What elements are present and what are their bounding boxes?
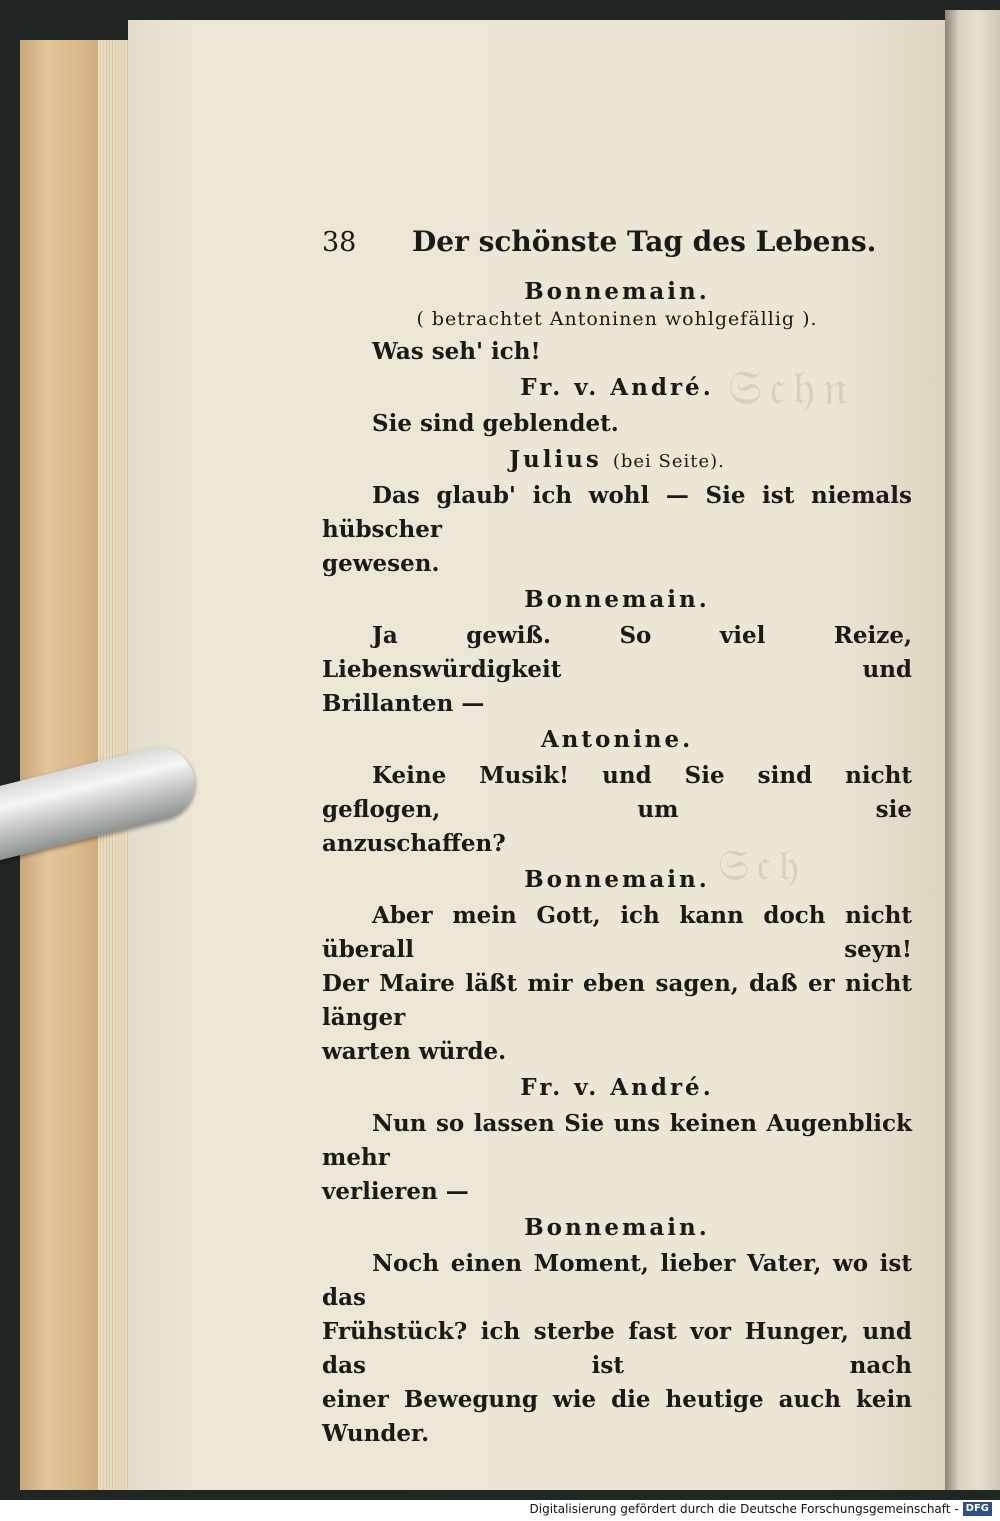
text-block	[322, 225, 912, 1451]
dialogue-line: Nun so lassen Sie uns keinen Augenblick mehr	[322, 1110, 912, 1171]
speaker-label: Fr. v. André.	[520, 374, 714, 401]
dialogue-line: warten würde.	[322, 1038, 507, 1065]
stage-aside: (bei Seite).	[612, 451, 725, 472]
credit-text: Digitalisierung gefördert durch die Deutsche Forschungsgemeinschaft -	[529, 1502, 959, 1516]
dialogue-line: verlieren —	[322, 1178, 469, 1205]
speaker-label: Julius	[509, 446, 602, 473]
dfg-logo: DFG	[963, 1502, 992, 1516]
running-header	[322, 225, 912, 273]
speaker-name	[322, 1209, 912, 1247]
show-through-bleed: 𝔖𝔠𝔥𝔫	[728, 360, 855, 416]
dialogue-line: Brillanten —	[322, 690, 485, 717]
speaker-label: Antonine.	[540, 726, 694, 753]
speaker-name	[322, 1069, 912, 1107]
running-title: Der schönste Tag des Lebens.	[412, 225, 877, 258]
dialogue-line: gewesen.	[322, 550, 440, 577]
digitization-credit	[530, 1501, 993, 1517]
dialogue-line: Noch einen Moment, lieber Vater, wo ist das	[322, 1250, 912, 1311]
dialogue-line: Frühstück? ich sterbe fast vor Hunger, und das ist nach	[322, 1318, 912, 1379]
speaker-name	[322, 861, 912, 899]
page-number: 38	[322, 227, 357, 258]
speaker-label: Bonnemain.	[524, 278, 710, 305]
dialogue-line: anzuschaffen?	[322, 830, 506, 857]
speaker-label: Fr. v. André.	[520, 1074, 714, 1101]
dialogue-line: Keine Musik! und Sie sind nicht geflogen, um sie	[322, 762, 912, 823]
dialogue-line: Was seh' ich!	[372, 338, 541, 365]
dialogue-line: Der Maire läßt mir eben sagen, daß er nicht länger	[322, 970, 912, 1031]
speaker-name	[322, 581, 912, 619]
speaker-label: Bonnemain.	[524, 586, 710, 613]
speaker-label: Bonnemain.	[524, 866, 710, 893]
dialogue-line: Ja gewiß. So viel Reize, Liebenswürdigkeit und	[322, 622, 912, 683]
dialogue-line: Das glaub' ich wohl — Sie ist niemals hübscher	[322, 482, 912, 543]
speaker-label: Bonnemain.	[524, 1214, 710, 1241]
facing-page-edge	[945, 10, 1000, 1490]
dialogue-body	[322, 273, 912, 1451]
speaker-name	[322, 721, 912, 759]
stage-direction: ( betrachtet Antoninen wohlgefällig ).	[416, 308, 818, 330]
show-through-bleed: 𝔖𝔠𝔥	[718, 840, 807, 891]
speaker-name	[322, 441, 912, 479]
dialogue-line: Sie sind geblendet.	[372, 410, 619, 437]
speaker-name	[322, 369, 912, 407]
dialogue-line: Aber mein Gott, ich kann doch nicht überall seyn!	[322, 902, 912, 963]
dialogue-line: einer Bewegung wie die heutige auch kein Wunder.	[322, 1386, 912, 1447]
